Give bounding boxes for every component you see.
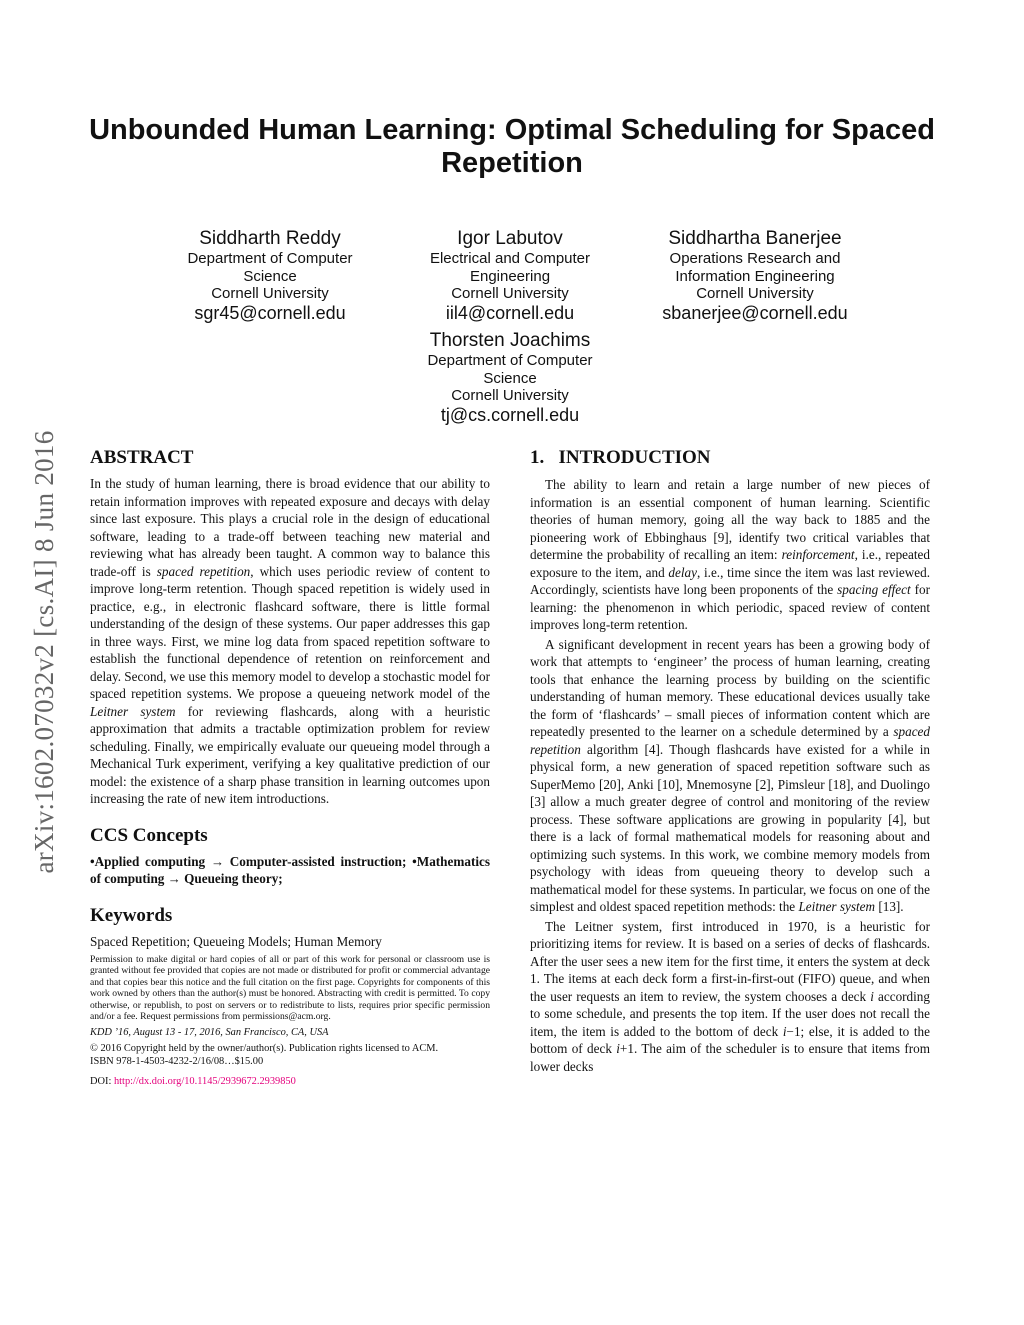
abstract-heading: ABSTRACT [90,447,194,468]
keywords-heading: Keywords [90,904,173,926]
author-affiliation: Engineering [469,267,551,285]
paper-title: Unbounded Human Learning: Optimal Scheduling for Spaced Repetition [89,114,935,179]
abstract-text: In the study of human learning, there is broad evidence that our ability to retain information improves with repeated exposure and decays with delay since last exposure. This plays a crucial role in the design of educational software, leading to a trade-off between teaching new material and reviewing what has already been taught. A common way to balance this trade-off is spaced repetition, which uses periodic review of content to improve long-term retention. Though spaced repetition is widely used in practice, e.g., in electronic flashcard software, there is little formal understanding of the design of these systems. Our paper addresses this gap in three ways. First, we mine log data from spaced repetition software to establish the functional dependence of retention on reinforcement and delay. Second, we use this memory model to develop a stochastic model for spaced repetition systems. We propose a queueing network model of the Leitner system for reviewing flashcards, along with a heuristic approximation that admits a tractable optimization problem for review scheduling. Finally, we empirically evaluate our queueing model through a Mechanical Turk experiment, verifying a key qualitative prediction of our model: the existence of a sharp phase transition in learning outcomes upon increasing the rate of new item introductions. [90,476,491,806]
arxiv-identifier: arXiv:1602.07032v2 [cs.AI] 8 Jun 2016 [29,430,59,874]
author-email[interactable]: sgr45@cornell.edu [194,302,346,323]
author-block [160,228,380,324]
copyright-notice: © 2016 Copyright held by the owner/author(s). Publication rights licensed to ACM. ISBN 978-1-4503-4232-2/16/08…$15.00 [90,1043,439,1067]
author-institution: Cornell University [211,285,329,302]
author-name: Siddharth Reddy [199,228,341,249]
author-institution: Cornell University [451,387,569,404]
author-affiliation: Operations Research and [669,250,841,267]
author-affiliation: Department of Computer [187,250,353,267]
right-column [530,446,930,1075]
doi-line [90,1076,490,1089]
author-affiliation: Science [243,267,297,285]
introduction-heading: 1. INTRODUCTION [530,447,711,468]
doi-link[interactable]: http://dx.doi.org/10.1145/2939672.2939850 [113,1076,296,1088]
intro-paragraph: A significant development in recent years has been a growing body of work that attempts to ‘engineer’ the process of human learning, creating tools that enhance the learning process by building on the scientific understanding of human memory. These educational devices usually take the form of ‘flashcards’ – small pieces of information content which are repeatedly presented to the learner on a schedule determined by a spaced repetition algorithm [4]. Though flashcards have existed for a while in physical form, a new generation of spaced repetition software such as SuperMemo [20], Anki [10], Mnemosyne [2], Pimsleur [18], and Duolingo [3] allow a much greater degree of control and monitoring of the review process. These software applications are growing in popularity [4], but there is a lack of formal mathematical models for reasoning about and optimizing such systems. In this work, we combine memory models from psychology with ideas from queueing theory to develop such a mathematical model for these systems. In particular, we focus on one of the simplest and oldest spaced repetition methods: the Leitner system [13]. [530,636,930,914]
permission-notice: Permission to make digital or hard copies of all or part of this work for personal or classroom use is granted without fee provided that copies are not made or distributed for profit or commercial advantage and that copies bear this notice and the full citation on the first page. Copyrights for components of this work owned by others than the author(s) must be honored. Abstracting with credit is permitted. To copy otherwise, or republish, to post on servers or to redistribute to lists, requires prior specific permission and/or a fee. Request permissions from permissions@acm.org. [90,954,490,1023]
author-name: Igor Labutov [457,228,563,249]
author-block [630,228,880,324]
isbn: ISBN 978-1-4503-4232-2/16/08…$15.00 [90,1055,264,1067]
author-institution: Cornell University [451,285,569,302]
author-institution: Cornell University [696,285,814,302]
author-name: Siddhartha Banerjee [668,228,842,249]
author-name: Thorsten Joachims [429,330,591,351]
left-column [90,446,490,1089]
intro-paragraph: The ability to learn and retain a large number of new pieces of information is an essential component of human learning. Scientific theories of human memory, going all the way back to 1885 and the pioneering work of Ebbinghaus [9], identify two critical variables that determine the probability of recalling an item: reinforcement, i.e., repeated exposure to the item, and delay, i.e., time since the item was last reviewed. Accordingly, scientists have long been proponents of the spacing effect for learning: the phenomenon in which periodic, spaced review of content improves long-term retention. [530,477,931,632]
author-affiliation: Department of Computer [427,352,593,369]
author-email[interactable]: tj@cs.cornell.edu [440,404,580,425]
author-block [400,228,620,324]
author-affiliation: Information Engineering [675,267,835,285]
ccs-heading: CCS Concepts [90,824,208,846]
author-block [400,330,620,426]
keywords-text: Spaced Repetition; Queueing Models; Human Memory [90,933,382,949]
doi-label: DOI: [90,1076,112,1088]
intro-paragraph: The Leitner system, first introduced in 1970, is a heuristic for prioritizing items for review. It is based on a series of decks of flashcards. After the user sees a new item for the first time, it enters the system at deck 1. The items at each deck form a first-in-first-out (FIFO) queue, and when the user requests an item to review, the system chooses a deck i according to some schedule, and presents the top item. If the user does not recall the item, the item is added to the bottom of deck i−1; else, it is added to the bottom of deck i+1. The aim of the scheduler is to ensure that items from lower decks [530,918,930,1074]
ccs-concepts: •Applied computing → Computer-assisted instruction; •Mathematics of computing → Queueing theory; [90,853,490,886]
author-email[interactable]: iil4@cornell.edu [445,302,575,323]
author-email[interactable]: sbanerjee@cornell.edu [662,302,848,323]
conference-info: KDD ’16, August 13 - 17, 2016, San Francisco, CA, USA [90,1027,329,1039]
author-affiliation: Electrical and Computer [429,250,591,267]
author-affiliation: Science [483,369,537,387]
